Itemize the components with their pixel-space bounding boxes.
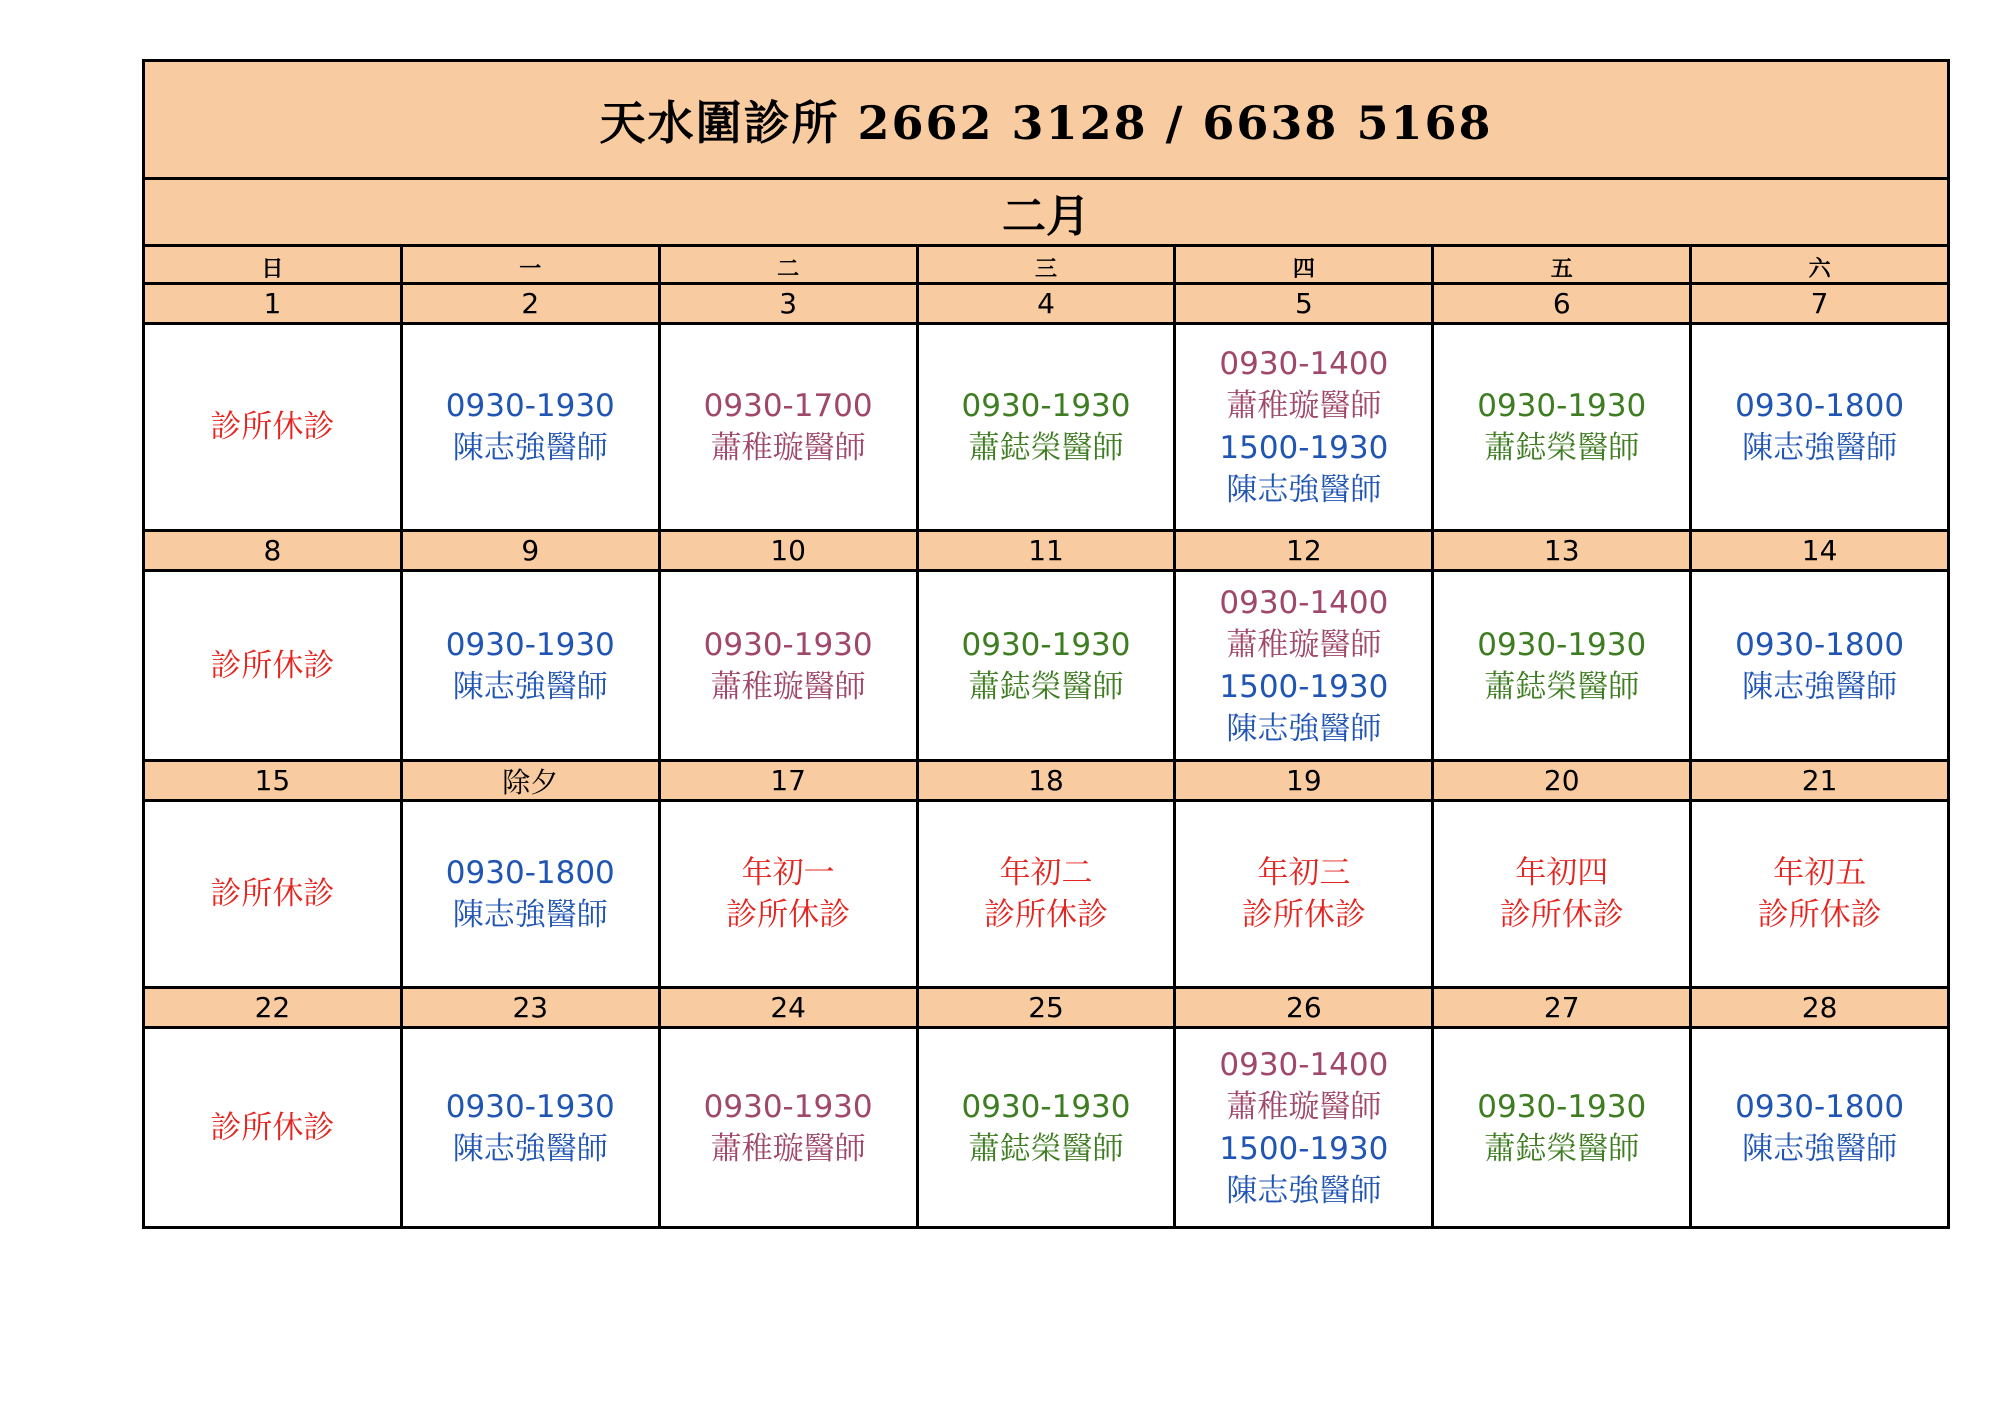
schedule-cell	[1434, 325, 1692, 529]
schedule-line: 0930-1930	[961, 626, 1131, 663]
schedule-line: 陳志強醫師	[452, 1130, 608, 1167]
closed-notice: 診所休診	[984, 897, 1108, 933]
month-title: 二月	[145, 180, 1947, 247]
schedule-line: 蕭鋕榮醫師	[1484, 1130, 1640, 1167]
schedule-line: 0930-1700	[703, 388, 873, 424]
schedule-row	[145, 325, 1947, 532]
schedule-cell	[1176, 802, 1434, 986]
date-row	[145, 532, 1947, 572]
schedule-cell	[1692, 325, 1947, 529]
schedule-line: 1500-1930	[1219, 430, 1389, 466]
schedule-line: 陳志強醫師	[452, 897, 608, 933]
schedule-cell	[1434, 1029, 1692, 1226]
schedule-line: 0930-1800	[1735, 1088, 1905, 1125]
schedule-line: 蕭鋕榮醫師	[1484, 668, 1640, 705]
schedule-cell	[145, 325, 403, 529]
date-cell: 8	[145, 532, 403, 569]
schedule-line: 0930-1800	[1735, 388, 1905, 424]
date-cell: 3	[661, 285, 919, 322]
schedule-cell	[145, 572, 403, 759]
schedule-cell	[1692, 572, 1947, 759]
date-cell: 17	[661, 762, 919, 799]
schedule-line: 1500-1930	[1219, 1130, 1389, 1167]
date-cell: 25	[919, 989, 1177, 1026]
schedule-line: 陳志強醫師	[1742, 668, 1898, 705]
schedule-cell	[919, 802, 1177, 986]
schedule-row	[145, 572, 1947, 762]
closed-notice: 年初一	[741, 855, 835, 891]
schedule-line: 0930-1930	[445, 388, 615, 424]
schedule-line: 蕭稚璇醫師	[1226, 626, 1382, 663]
closed-notice: 診所休診	[210, 647, 335, 684]
schedule-line: 陳志強醫師	[1742, 1130, 1898, 1167]
date-cell: 2	[403, 285, 661, 322]
date-row	[145, 285, 1947, 325]
weekday-mon: 一	[403, 247, 661, 282]
schedule-line: 蕭鋕榮醫師	[1484, 430, 1640, 466]
schedule-cell	[1692, 1029, 1947, 1226]
date-cell: 20	[1434, 762, 1692, 799]
schedule-cell	[661, 325, 919, 529]
clinic-schedule-table	[142, 59, 1950, 1229]
schedule-cell	[919, 572, 1177, 759]
weekday-header-row	[145, 247, 1947, 285]
schedule-cell	[1176, 1029, 1434, 1226]
schedule-line: 0930-1930	[1477, 388, 1647, 424]
schedule-line: 陳志強醫師	[452, 668, 608, 705]
schedule-line: 陳志強醫師	[1226, 710, 1382, 747]
schedule-line: 1500-1930	[1219, 668, 1389, 705]
date-cell: 5	[1176, 285, 1434, 322]
schedule-line: 蕭稚璇醫師	[710, 1130, 866, 1167]
date-cell: 19	[1176, 762, 1434, 799]
schedule-line: 0930-1930	[1477, 626, 1647, 663]
date-cell: 15	[145, 762, 403, 799]
schedule-line: 0930-1930	[703, 1088, 873, 1125]
calendar-weeks	[145, 285, 1947, 1226]
schedule-line: 0930-1400	[1219, 1046, 1389, 1083]
schedule-line: 陳志強醫師	[1226, 472, 1382, 508]
page-title: 天水圍診所 2662 3128 / 6638 5168	[145, 62, 1947, 180]
schedule-cell	[919, 1029, 1177, 1226]
schedule-line: 0930-1800	[445, 855, 615, 891]
schedule-cell	[661, 802, 919, 986]
date-cell: 4	[919, 285, 1177, 322]
weekday-sat: 六	[1808, 256, 1831, 282]
schedule-line: 蕭鋕榮醫師	[968, 430, 1124, 466]
date-cell: 11	[919, 532, 1177, 569]
weekday-thu: 四	[1176, 247, 1434, 282]
date-cell: 27	[1434, 989, 1692, 1026]
schedule-cell	[661, 1029, 919, 1226]
date-cell: 26	[1176, 989, 1434, 1026]
date-row	[145, 762, 1947, 802]
schedule-cell	[919, 325, 1177, 529]
schedule-cell	[1176, 572, 1434, 759]
date-cell: 7	[1810, 287, 1829, 320]
schedule-cell	[1434, 802, 1692, 986]
schedule-line: 0930-1400	[1219, 346, 1389, 382]
schedule-cell	[1434, 572, 1692, 759]
schedule-cell	[145, 802, 403, 986]
schedule-row	[145, 1029, 1947, 1226]
date-cell: 12	[1176, 532, 1434, 569]
schedule-line: 0930-1930	[961, 1088, 1131, 1125]
schedule-row	[145, 802, 1947, 989]
date-cell: 13	[1434, 532, 1692, 569]
schedule-line: 蕭稚璇醫師	[1226, 388, 1382, 424]
weekday-tue: 二	[661, 247, 919, 282]
date-cell: 6	[1434, 285, 1692, 322]
closed-notice: 年初三	[1257, 855, 1351, 891]
date-cell: 9	[403, 532, 661, 569]
schedule-cell	[1692, 802, 1947, 986]
schedule-cell	[403, 325, 661, 529]
date-cell: 除夕	[403, 762, 661, 799]
schedule-cell	[403, 1029, 661, 1226]
schedule-line: 0930-1930	[1477, 1088, 1647, 1125]
closed-notice: 診所休診	[210, 1109, 335, 1146]
date-cell: 21	[1801, 764, 1838, 797]
schedule-line: 0930-1930	[445, 1088, 615, 1125]
date-cell: 10	[661, 532, 919, 569]
schedule-cell	[661, 572, 919, 759]
closed-notice: 年初二	[999, 855, 1093, 891]
schedule-line: 蕭稚璇醫師	[710, 430, 866, 466]
weekday-sun: 日	[145, 247, 403, 282]
date-cell: 1	[145, 285, 403, 322]
schedule-cell	[403, 802, 661, 986]
schedule-line: 0930-1800	[1735, 626, 1905, 663]
closed-notice: 年初五	[1773, 855, 1867, 891]
schedule-line: 蕭鋕榮醫師	[968, 1130, 1124, 1167]
weekday-wed: 三	[919, 247, 1177, 282]
schedule-line: 0930-1930	[961, 388, 1131, 424]
schedule-line: 0930-1400	[1219, 584, 1389, 621]
date-cell: 14	[1801, 534, 1838, 567]
schedule-line: 陳志強醫師	[452, 430, 608, 466]
closed-notice: 診所休診	[210, 409, 335, 445]
date-cell: 22	[145, 989, 403, 1026]
date-row	[145, 989, 1947, 1029]
schedule-cell	[145, 1029, 403, 1226]
schedule-line: 0930-1930	[445, 626, 615, 663]
schedule-line: 蕭稚璇醫師	[710, 668, 866, 705]
schedule-line: 0930-1930	[703, 626, 873, 663]
closed-notice: 診所休診	[210, 876, 335, 912]
schedule-line: 陳志強醫師	[1742, 430, 1898, 466]
schedule-cell	[403, 572, 661, 759]
closed-notice: 診所休診	[1757, 897, 1882, 933]
schedule-line: 陳志強醫師	[1226, 1172, 1382, 1209]
date-cell: 24	[661, 989, 919, 1026]
closed-notice: 診所休診	[726, 897, 851, 933]
schedule-line: 蕭鋕榮醫師	[968, 668, 1124, 705]
schedule-cell	[1176, 325, 1434, 529]
date-cell: 23	[403, 989, 661, 1026]
schedule-line: 蕭稚璇醫師	[1226, 1088, 1382, 1125]
closed-notice: 診所休診	[1241, 897, 1366, 933]
closed-notice: 診所休診	[1499, 897, 1624, 933]
date-cell: 18	[919, 762, 1177, 799]
date-cell: 28	[1801, 991, 1838, 1024]
closed-notice: 年初四	[1515, 855, 1609, 891]
weekday-fri: 五	[1434, 247, 1692, 282]
